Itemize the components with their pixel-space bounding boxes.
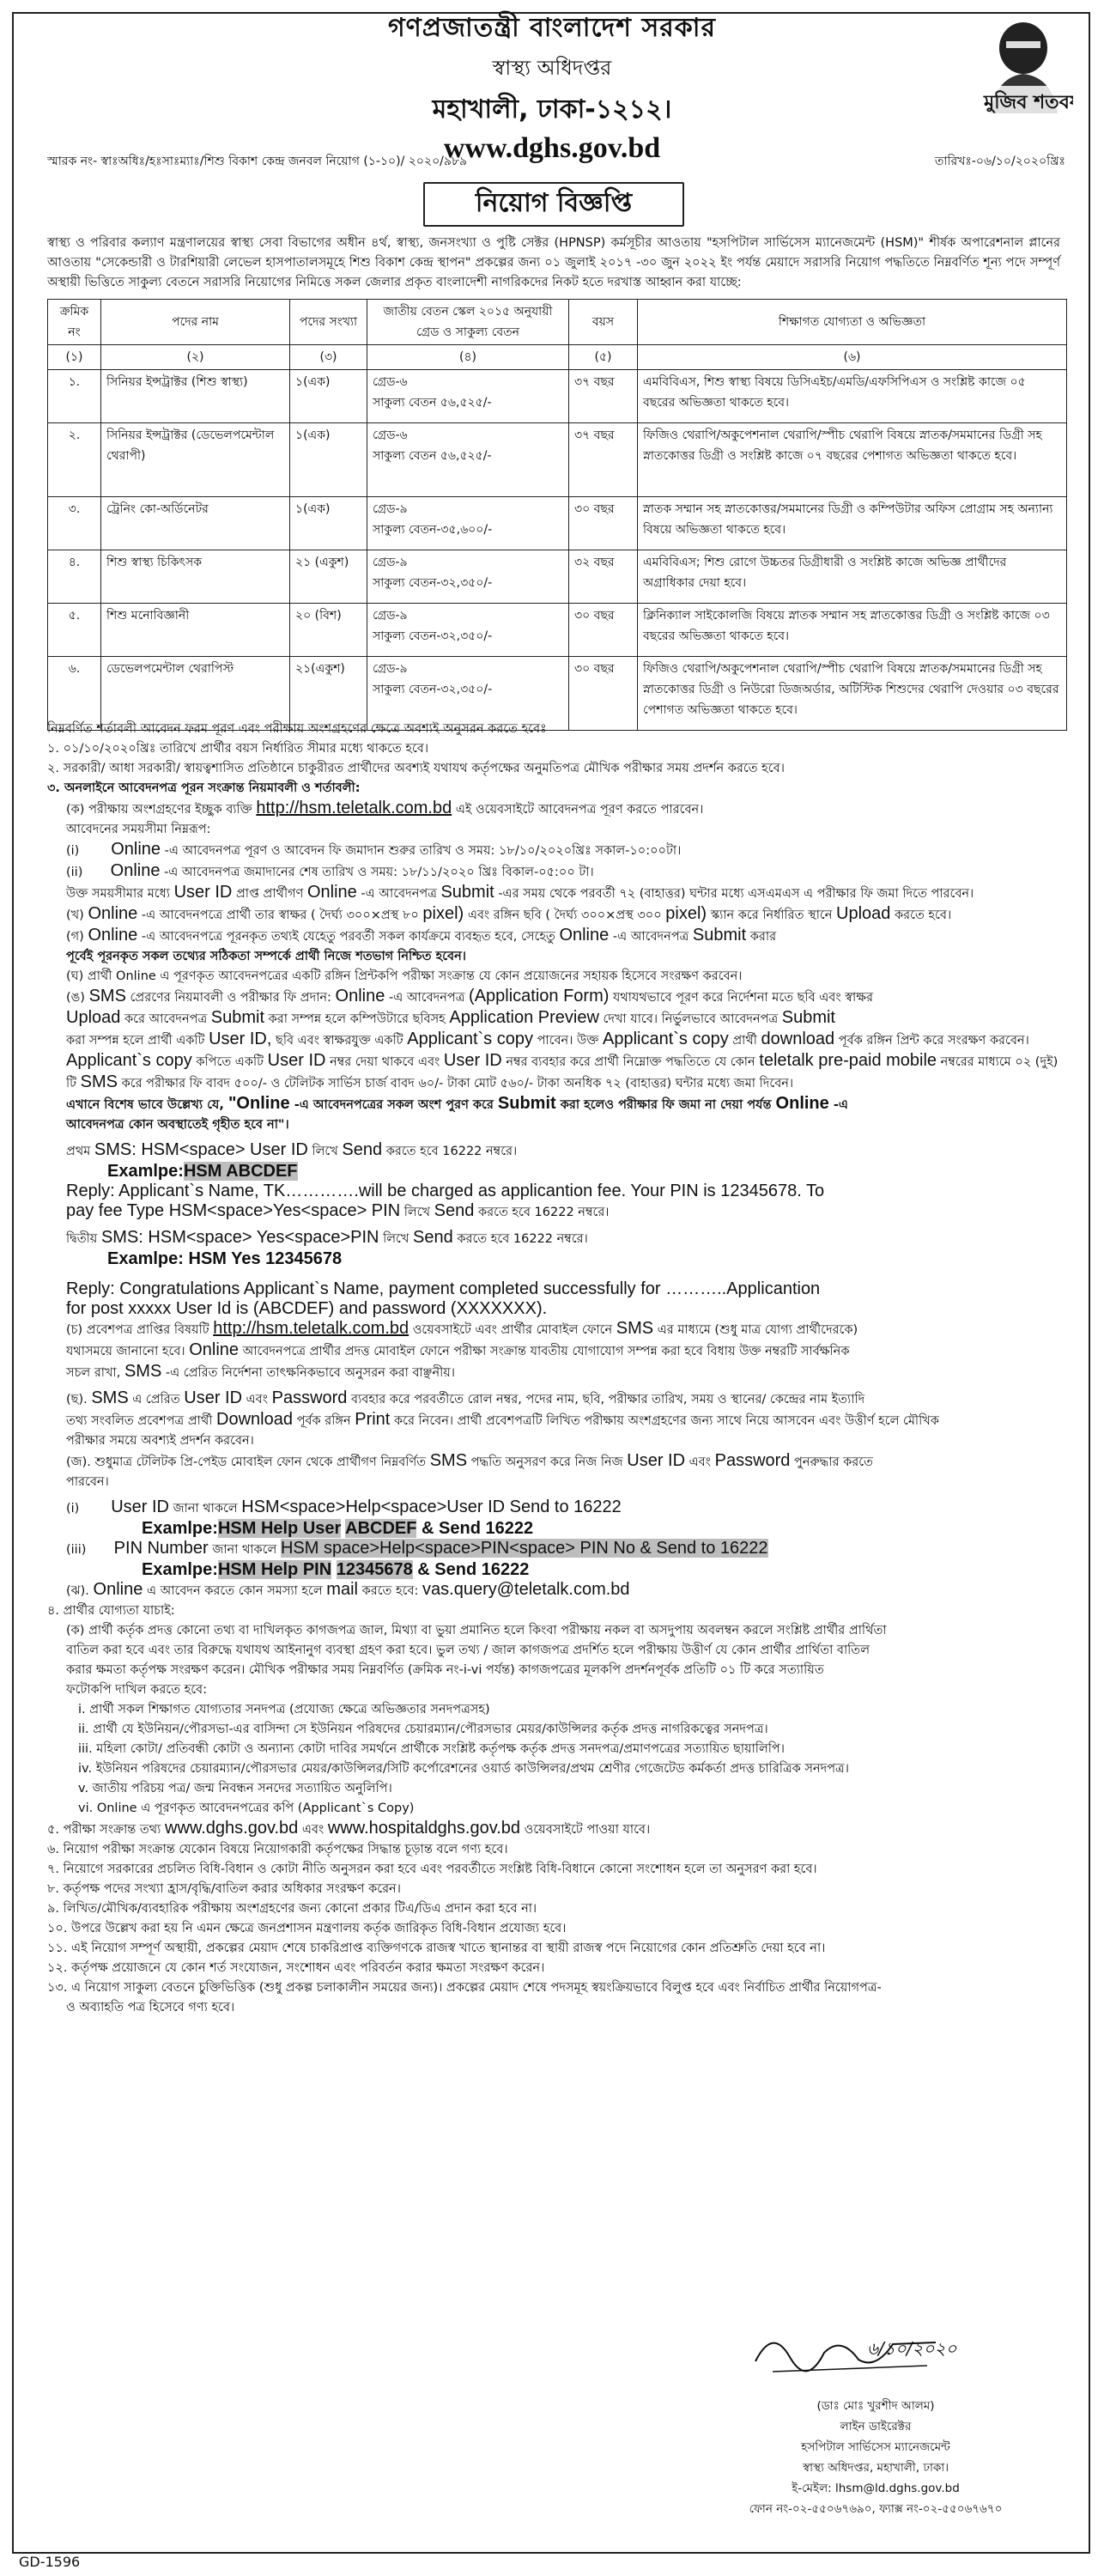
recover-pin-example <box>47 1560 1069 1580</box>
text: লিখে <box>383 1232 409 1246</box>
text: Examlpe: <box>142 1519 218 1538</box>
row-qualification: এমবিবিএস, শিশু স্বাস্থ্য বিষয়ে ডিসিএইচ/এমডি/এফসিপিএস ও সংশ্লিষ্ট কাজে ০৫ বছরের অভিজ্ঞতা থাকতে হবে। <box>638 370 1067 423</box>
text: User ID <box>184 1388 243 1407</box>
text: এবং <box>688 1455 711 1469</box>
condition-3: ৩. অনলাইনে আবেদনপত্র পূরন সংক্রান্ত নিয়মাবলী ও শর্তাবলী: <box>47 781 361 795</box>
text: যথাযথভাবে পূরণ করে নির্দেশনা মতে ছবি এবং স্বাক্ষর <box>613 991 873 1005</box>
row-grade: গ্রেড-৯ <box>373 609 408 623</box>
text: SMS: HSM<space> User ID <box>94 1140 308 1159</box>
signature-date: ৬/১০/২০২০ <box>867 2338 957 2359</box>
text: প্রেরণের নিয়মাবলী ও পরীক্ষার ফি প্রদান: <box>130 991 331 1005</box>
text: Applicant`s copy <box>407 1030 533 1048</box>
text: HSM<space>Help<space>User ID Send to 16222 <box>241 1498 622 1516</box>
row-post: সিনিয়র ইন্সট্রাক্টর (শিশু স্বাস্থ্য) <box>101 370 290 423</box>
text: নম্বর ব্যবহার করে প্রার্থী নিম্নোক্ত পদ্ধতিতে যে কোন <box>506 1055 755 1069</box>
text: Send <box>434 1201 475 1220</box>
doc-list-item: iv. ইউনিয়ন পরিষদের চেয়ারম্যান/পৌরসভার মেয়র/কাউন্সিলর/সিটি কর্পোরেশনের ওয়ার্ড কাউন্সিলর/প্রথম শ্রেণীর গেজেটেড কর্মকর্তা প্রদত্ত চারিত্রিক সনদপত্র। <box>78 1762 849 1776</box>
row-count: ২০ (বিশ) <box>290 604 367 657</box>
text: এবং <box>246 1393 268 1406</box>
notice-title: নিয়োগ বিজ্ঞপ্তি <box>423 182 684 227</box>
text: (গ) <box>66 930 84 944</box>
table-index-row <box>48 345 1067 370</box>
text: 12345678 <box>336 1560 413 1579</box>
text: Online <box>93 1580 143 1599</box>
row-grade-pay <box>367 550 569 604</box>
text: কপিতে একটি <box>196 1055 264 1069</box>
text: Online <box>88 904 138 923</box>
text: -এ আবেদনপত্রের সকল অংশ পুরণ করে <box>294 1098 494 1112</box>
text: ওয়েবসাইটে পাওয়া যাবে। <box>524 1823 651 1837</box>
text: HSM Yes 12345678 <box>188 1249 343 1268</box>
col-index: (১) <box>48 345 101 370</box>
condition-3-chha <box>47 1388 1069 1451</box>
text: Upload <box>66 1008 121 1027</box>
text: Online <box>775 1094 829 1113</box>
row-pay: সাকুল্য বেতন ৫৬,৫২৫/- <box>373 396 492 410</box>
text: যথাসময়ে জানানো হবে। <box>66 1345 185 1358</box>
text: এই ওয়েবসাইটে আবেদনপত্র পূরণ করতে পারবেন। <box>455 803 704 817</box>
row-grade-pay <box>367 497 569 550</box>
text: করা সম্পন্ন হলে প্রার্থী একটি <box>66 1034 205 1048</box>
text: SMS: HSM<space> Yes<space>PIN <box>100 1228 379 1247</box>
text: teletalk pre-paid mobile <box>759 1051 937 1070</box>
text: -এ প্রেরিত নির্দেশনা তাৎক্ষনিকভাবে অনুসরন করা বাঞ্ছনীয়। <box>165 1366 455 1380</box>
text: SMS <box>124 1362 162 1381</box>
text: (চ) প্রবেশপত্র প্রাপ্তির বিষয়টি <box>66 1323 209 1337</box>
text: Online <box>559 926 610 945</box>
row-grade-pay <box>367 604 569 657</box>
condition-3-ga <box>47 926 1069 967</box>
text: পুনরুদ্ধার করতে <box>794 1455 873 1469</box>
table-row <box>48 370 1067 423</box>
sms-second-reply-cont: for post xxxxx User Id is (ABCDEF) and password (XXXXXXX). <box>66 1299 548 1318</box>
text: পারবেন। <box>66 1475 109 1489</box>
text: SMS <box>616 1319 654 1338</box>
directorate: স্বাস্থ্য অধিদপ্তর <box>492 56 612 80</box>
signer-office: স্বাস্থ্য অধিদপ্তর, মহাখালী, ঢাকা। <box>802 2461 949 2475</box>
row-qualification: ফিজিও থেরাপি/অকুপেশনাল থেরাপি/স্পীচ থেরাপি বিষয়ে স্নাতক/সমমানের ডিগ্রী সহ স্নাতকোত্তর ডিগ্রী ও সংশ্লিষ্ট কাজে ০৭ বছরের পেশাগত অভিজ্ঞতা থাকতে হবে। <box>638 423 1067 497</box>
memo-number: স্মারক নং- স্বাঃঅধিঃ/হঃসাঃম্যাঃ/শিশু বিকাশ কেন্দ্র জনবল নিয়োগ (১-১০)/ ২০২০/৯৮৯ <box>47 155 468 168</box>
text: Online <box>306 883 357 902</box>
col-index: (৬) <box>638 345 1067 370</box>
fee-warning <box>47 1094 1069 1135</box>
table-row <box>48 497 1067 550</box>
text: শুধুমাত্র টেলিটক প্রি-পেইড মোবাইল ফোন থেকে প্রার্থীগণ নিম্নবর্ণিত <box>94 1455 427 1469</box>
apply-link[interactable]: http://hsm.teletalk.com.bd <box>256 799 452 817</box>
text: এখানে বিশেষ ভাবে উল্লেখ্য যে, <box>66 1098 224 1112</box>
col-header: পদের সংখ্যা <box>290 300 367 345</box>
row-count: ১(এক) <box>290 370 367 423</box>
text: User ID <box>173 883 233 902</box>
text: -এর সময় থেকে পরবর্তী ৭২ (বাহাত্তর) ঘন্টার মধ্যে এসএমএস এ পরীক্ষার ফি জমা দিতে পারবেন। <box>498 887 974 901</box>
text: দ্বিতীয় <box>66 1232 98 1246</box>
text: পূর্বক রঙ্গিন <box>296 1414 351 1428</box>
text: pixel) <box>422 904 464 923</box>
text: ছবি এবং স্বাক্ষরযুক্ত একটি <box>276 1034 403 1048</box>
timeline-end <box>47 861 1069 883</box>
text: লিখে <box>312 1145 338 1158</box>
text: (Application Form) <box>469 987 610 1005</box>
text: ১৩. এ নিয়োগ সাকুল্য বেতনে চুক্তিভিত্তিক (শুধু প্রকল্প চলাকালীন সময়ের জন্য)। প্রকল্পের মেয়াদ শেষে পদসমূহ স্বয়ংক্রিয়ভাবে বিলুপ্ত হবে এবং নির্বাচিত প্রার্থীর নিয়োগপত্র- <box>47 1981 882 1995</box>
row-post: ডেভেলপমেন্টাল থেরাপিস্ট <box>101 657 290 731</box>
text: -এ আবেদনপত্র জমাদানের শেষ তারিখ ও সময়: ১৮/১১/২০২০ খ্রিঃ বিকাল-০৫:০০ টা। <box>164 866 594 879</box>
signer-dept: হসপিটাল সার্ভিসেস ম্যানেজমেন্ট <box>801 2440 950 2454</box>
text: করতে হবে 16222 নম্বরে। <box>478 1206 610 1219</box>
col-header: শিক্ষাগত যোগ্যতা ও অভিজ্ঞতা <box>638 300 1067 345</box>
col-index: (৪) <box>367 345 569 370</box>
gd-code: GD-1596 <box>19 2554 81 2570</box>
row-serial: ৩. <box>48 497 101 550</box>
table-row <box>48 550 1067 604</box>
text: & Send 16222 <box>417 1560 530 1579</box>
text: করতে হবে 16222 নম্বরে। <box>457 1232 588 1246</box>
text: -এ আবেদনপত্রে পূরনকৃত তথ্যই যেহেতু পরবর্তী সকল কার্যক্রমে ব্যবহৃত হবে, সেহেতু <box>141 930 555 944</box>
row-post: শিশু মনোবিজ্ঞানী <box>101 604 290 657</box>
row-grade: গ্রেড-৬ <box>373 428 408 442</box>
text: আবেদনপত্রে প্রার্থীর প্রদত্ত মোবাইল ফোনে পরীক্ষা সংক্রান্ত যাবতীয় যোগাযোগ সম্পন্ন করা হবে বিধায় উক্ত নম্বরটি সার্বক্ষনিক <box>242 1345 850 1358</box>
text: Applicant`s copy <box>602 1030 729 1048</box>
row-pay: সাকুল্য বেতন-৩৫,৬০০/- <box>373 523 493 537</box>
text: করা সম্পন্ন হলে কম্পিউটারে ছবিসহ <box>268 1012 446 1026</box>
sms-first-example <box>47 1162 1069 1182</box>
condition-3-cha <box>47 1319 1069 1383</box>
text: এ আবেদন করতে কোন সমস্যা হলে <box>146 1584 323 1598</box>
row-age: ৩০ বছর <box>569 604 638 657</box>
text: pixel) <box>665 904 707 923</box>
condition-6: ৬. নিয়োগ পরীক্ষা সংক্রান্ত যেকোন বিষয়ে নিয়োগকারী কর্তৃপক্ষের সিদ্ধান্ত চূড়ান্ত বলে গণ্য হবে। <box>47 1843 508 1856</box>
text: ABCDEF <box>345 1519 417 1538</box>
text: করার ক্ষমতা কর্তৃপক্ষ সংরক্ষণ করেন। মৌখিক পরীক্ষার সময় নিম্নবর্ণিত (ক্রমিক নং-i-vi পর্যন্ত) কাগজপত্রের মূলকপি প্রদর্শনপূর্বক প্রতিটি ০১ টি করে সত্যায়িত <box>66 1663 824 1677</box>
text: এ প্রেরিত <box>132 1393 180 1406</box>
text: Send <box>342 1140 383 1159</box>
text: ৫. পরীক্ষা সংক্রান্ত তথ্য <box>47 1823 161 1837</box>
text: Examlpe: <box>142 1560 218 1579</box>
text: (i) <box>66 1502 80 1516</box>
sms-first <box>47 1140 1069 1162</box>
mujib-borsho-logo <box>970 17 1073 129</box>
website: www.dghs.gov.bd <box>443 132 661 164</box>
doc-list-item: vi. Online এ পূরণকৃত আবেদনপত্রের কপি (Applicant`s Copy) <box>78 1801 415 1815</box>
signer-role: লাইন ডাইরেক্টর <box>840 2420 912 2433</box>
text: আবেদনপত্র কোন অবস্থাতেই গৃহীত হবে না"। <box>66 1118 289 1132</box>
text: নম্বর দেয়া থাকবে এবং <box>330 1055 440 1069</box>
col-header: বয়স <box>569 300 638 345</box>
text: জানা থাকলে <box>173 1502 238 1516</box>
table-header-row <box>48 300 1067 345</box>
text: HSM Help PIN <box>217 1560 332 1579</box>
text: HSM ABCDEF <box>183 1162 298 1181</box>
text: User ID <box>443 1051 502 1070</box>
text: Online <box>189 1340 240 1359</box>
text: HSM space>Help<space>PIN<space> PIN No & Send to 16222 <box>280 1539 768 1558</box>
condition-3-kha <box>47 904 1069 926</box>
row-grade: গ্রেড-৯ <box>373 502 408 516</box>
text: প্রাপ্ত প্রার্থীগণ <box>235 887 304 901</box>
row-pay: সাকুল্য বেতন-৩২,৩৫০/- <box>373 576 493 590</box>
signer-block <box>704 2396 1047 2519</box>
text: এর মাধ্যমে (শুধু মাত্র যোগ্য প্রার্থীদেরকে) <box>657 1323 858 1337</box>
hospital-website-link[interactable]: www.hospitaldghs.gov.bd <box>327 1819 521 1838</box>
sms-second <box>47 1228 1069 1249</box>
text: করে আবেদনপত্র <box>124 1012 208 1026</box>
text: -এ আবেদনপত্র <box>612 930 689 944</box>
text: (ক) পরীক্ষায় অংশগ্রহণের ইচ্ছুক ব্যক্তি <box>66 803 252 817</box>
text: Application Preview <box>449 1008 599 1027</box>
condition-10: ১০. উপরে উল্লেখ করা হয় নি এমন ক্ষেত্রে জনপ্রশাসন মন্ত্রণালয় কর্তৃক জারিকৃত বিধি-বিধান প্রযোজ্য হবে। <box>47 1922 567 1935</box>
text: (ঙ) <box>66 991 85 1005</box>
text: পরীক্ষার সময়ে অবশ্যই প্রদর্শন করবেন। <box>66 1434 254 1448</box>
text: পূর্বেই পূরনকৃত সকল তথ্যের সঠিকতা সম্পর্কে প্রার্থী নিজে শতভাগ নিশ্চিত হবেন। <box>66 950 466 963</box>
condition-13 <box>47 1978 1069 2018</box>
text: পাবেন। উক্ত <box>537 1034 599 1048</box>
text: ও অব্যাহতি পত্র হিসেবে গণ্য হবে। <box>66 2001 235 2014</box>
text: দেখা যাবে। নির্ভুলভাবে আবেদনপত্র <box>603 1012 779 1026</box>
text: তথ্য সংবলিত প্রবেশপত্র প্রার্থী <box>66 1414 213 1428</box>
text: pay fee Type HSM<space>Yes<space> PIN <box>66 1201 401 1220</box>
condition-3-uma <box>47 987 1069 1094</box>
text: প্রার্থী <box>732 1034 757 1048</box>
text: ব্যবহার করে পরবর্তীতে রোল নম্বর, পদের নাম, ছবি, পরীক্ষার তারিখ, সময় ও স্থানের/ কেন্দ্রের নাম ইত্যাদি <box>351 1393 865 1406</box>
col-index: (২) <box>101 345 290 370</box>
text: Submit <box>781 1008 835 1027</box>
table-row <box>48 604 1067 657</box>
text: নম্বরের মাধ্যমে ০২ (দুই) টি <box>66 1055 1059 1091</box>
row-qualification: এমবিবিএস; শিশু রোগে উচ্চতর ডিগ্রীধারী ও সংশ্লিষ্ট কাজে অভিজ্ঞ প্রার্থীদের অগ্রাধিকার দেয়া হবে। <box>638 550 1067 604</box>
text: (i) <box>66 844 80 858</box>
text: (ii) <box>66 866 83 879</box>
text: স্ক্যান করে নির্ধারিত স্থানে <box>710 908 833 922</box>
text: উক্ত সময়সীমার মধ্যে <box>66 887 170 901</box>
text: লিখে <box>403 1206 431 1219</box>
row-age: ৩৭ বছর <box>569 370 638 423</box>
admit-card-link[interactable]: http://hsm.teletalk.com.bd <box>213 1319 409 1338</box>
text: (ছ). <box>66 1393 88 1406</box>
signer-name: (ডাঃ মোঃ খুরশীদ আলম) <box>816 2399 935 2413</box>
text: Password <box>271 1388 348 1407</box>
row-post: শিশু স্বাস্থ্য চিকিৎসক <box>101 550 290 604</box>
address: মহাখালী, ঢাকা-১২১২। <box>432 94 672 125</box>
text: পূর্বক রঙ্গিন প্রিন্ট করে সংরক্ষণ করবেন। <box>838 1034 1029 1048</box>
text: Submit <box>210 1008 264 1027</box>
text: করা হলেও পরীক্ষার ফি জমা না দেয়া পর্যন্ত <box>560 1098 772 1112</box>
text: (খ) <box>66 908 84 922</box>
text: SMS <box>80 1072 118 1091</box>
condition-12: ১২. কর্তৃপক্ষ প্রয়োজনে যে কোন শর্ত সংযোজন, সংশোধন এবং পরিবর্তন করার ক্ষমতা সংরক্ষণ করেন। <box>47 1961 545 1975</box>
row-age: ৩২ বছর <box>569 550 638 604</box>
text: "Online <box>227 1094 290 1113</box>
recover-pin <box>47 1539 1069 1560</box>
text: User ID <box>111 1498 170 1516</box>
text: User ID <box>627 1451 686 1470</box>
text: করার <box>749 930 777 944</box>
row-qualification: স্নাতক সম্মান সহ স্নাতকোত্তর/সমমানের ডিগ্রী ও কম্পিউটার অফিস প্রোগ্রাম সহ অন্যান্য বিষয়ে অভিজ্ঞতা থাকতে হবে। <box>638 497 1067 550</box>
text: User ID, <box>209 1030 272 1048</box>
sms-second-example <box>47 1249 1069 1269</box>
row-pay: সাকুল্য বেতন-৩২,৩৫০/- <box>373 683 493 696</box>
timeline-heading: আবেদনের সময়সীমা নিম্নরূপ: <box>66 823 211 836</box>
text: Send <box>413 1228 453 1247</box>
row-age: ৩০ বছর <box>569 497 638 550</box>
text: করতে হবে। <box>895 908 952 922</box>
text: Online <box>335 987 385 1005</box>
condition-1: ১. ০১/১০/২০২০খ্রিঃ তারিখে প্রার্থীর বয়স নির্ধারিত সীমার মধ্যে থাকতে হবে। <box>47 742 429 756</box>
text: Submit <box>497 1094 556 1113</box>
text: করে নিবেন। প্রার্থী প্রবেশপত্রটি লিখিত পরীক্ষায় অংশগ্রহণের জন্য সাথে নিয়ে আসবেন এবং উত্তীর্ণ হলে মৌখিক <box>393 1414 939 1428</box>
text: Print <box>355 1410 391 1429</box>
row-grade: গ্রেড-৯ <box>373 556 408 569</box>
text: & Send 16222 <box>422 1519 534 1538</box>
text: -এ আবেদনপত্রে প্রার্থী তার স্বাক্ষর ( দৈর্ঘ্য ৩০০×প্রস্থ ৮০ <box>141 908 419 922</box>
text: (iii) <box>66 1543 87 1557</box>
signer-phone: ফোন নং-০২-৫৫০৬৭৬৯০, ফ্যাক্স নং-০২-৫৫০৬৭৬৭০ <box>749 2502 1003 2516</box>
govt-title: গণপ্রজাতন্ত্রী বাংলাদেশ সরকার <box>388 13 716 43</box>
text: করতে হবে: <box>361 1584 419 1598</box>
condition-4-ka <box>47 1621 1069 1700</box>
row-grade: গ্রেড-৬ <box>373 375 408 389</box>
row-qualification: ফিজিও থেরাপি/অকুপেশনাল থেরাপি/স্পীচ থেরাপি বিষয়ে স্নাতক/সমমানের ডিগ্রী সহ স্নাতকোত্তর ডিগ্রী ও নিউরো ডিজঅর্ডার, অটিস্টিক শিশুদের থেরাপি দেওয়ার ০৩ বছরের পেশাগত অভিজ্ঞতা থাকতে হবে। <box>638 657 1067 731</box>
col-index: (৩) <box>290 345 367 370</box>
conditions-body <box>47 720 1069 2018</box>
text: SMS <box>429 1451 468 1470</box>
condition-11: ১১. এই নিয়োগ সম্পূর্ণ অস্থায়ী, প্রকল্পের মেয়াদ শেষে চাকরিপ্রাপ্ত ব্যক্তিগণকে রাজস্ব খাতে স্থানান্তর বা স্থায়ী রাজস্ব পদে নিয়োগের কোন প্রতিশ্রুতি দেয়া হবে না। <box>47 1941 826 1955</box>
text: এবং রঙ্গিন ছবি ( দৈর্ঘ্য ৩০০×প্রস্থ ৩০০ <box>467 908 662 922</box>
text: Examlpe: <box>107 1162 184 1181</box>
logo-text: মুজিব শতবর্ষ <box>984 92 1073 113</box>
condition-3-ka <box>47 799 1069 820</box>
row-post: সিনিয়র ইন্সট্রাক্টর (ডেভেলপমেন্টাল থেরাপী) <box>101 423 290 497</box>
text: (ক) প্রার্থী কর্তৃক প্রদত্ত কোনো তথ্য বা দাখিলকৃত কাগজপত্র জাল, মিথ্যা বা ভুয়া প্রমানিত হলে কিংবা পরীক্ষায় নকল বা অসদুপায় অবলম্বন করলে সংশ্লিষ্ট প্রার্থীর প্রার্থিতা <box>66 1624 887 1637</box>
fee-deadline-note <box>47 883 1069 904</box>
row-serial: ৬. <box>48 657 101 731</box>
text: ফটোকপি দাখিল করতে হবে: <box>66 1683 208 1697</box>
row-grade: গ্রেড-৯ <box>373 662 408 676</box>
row-count: ১(এক) <box>290 423 367 497</box>
text: Password <box>714 1451 791 1470</box>
text: সচল রাখা, <box>66 1366 121 1380</box>
doc-list-item: ii. প্রার্থী যে ইউনিয়ন/পৌরসভা-এর বাসিন্দা সে ইউনিয়ন পরিষদের চেয়ারম্যান/পৌরসভার মেয়র/কাউন্সিলর কর্তৃক প্রদত্ত নাগরিকত্বের সনদপত্র। <box>78 1722 768 1736</box>
intro-paragraph: স্বাস্থ্য ও পরিবার কল্যাণ মন্ত্রণালয়ের স্বাস্থ্য সেবা বিভাগের অধীন ৪র্থ, স্বাস্থ্য, জনসংখ্যা ও পুষ্টি সেক্টর (HPNSP) কর্মসূচীর আওতায় "হসপিটাল সার্ভিসেস ম্যানেজমেন্ট (HSM)" শীর্ষক অপারেশনাল প্লানের আওতায় "সেকেন্ডারী ও টারশিয়ারী লেভেল হাসপাতালসমূহে শিশু বিকাশ কেন্দ্র স্থাপন" প্রকল্পের জন্য ০১ জুলাই ২০১৭ -৩০ জুন ২০২২ ইং পর্যন্ত মেয়াদে সরাসরি নিয়োগ পদ্ধতিতে নিম্নবর্ণিত শূন্য পদে সম্পূর্ণ অস্থায়ী ভিত্তিতে সাকুল্য বেতনে সরাসরি নিয়োগের নিমিত্তে সকল জেলার প্রকৃত বাংলাদেশী নাগরিকদের নিকট হতে দরখাস্ত আহ্বান করা যাচ্ছে: <box>47 236 1060 289</box>
dghs-website-link[interactable]: www.dghs.gov.bd <box>165 1819 299 1838</box>
doc-list-item: i. প্রার্থী সকল শিক্ষাগত যোগ্যতার সনদপত্র (প্রযোজ্য ক্ষেত্রে অভিজ্ঞতার সনদপত্রসহ) <box>78 1703 490 1716</box>
text: -এ আবেদনপত্র <box>388 991 465 1005</box>
sms-first-reply-cont <box>47 1201 1069 1223</box>
table-row <box>48 423 1067 497</box>
signer-email: ই-মেইল: lhsm@ld.dghs.gov.bd <box>792 2482 960 2495</box>
doc-list-item: v. জাতীয় পরিচয় পত্র/ জন্ম নিবন্ধন সনদের সত্যায়িত অনুলিপি। <box>78 1782 392 1795</box>
doc-list-item: iii. মহিলা কোটা/ প্রতিবন্ধী কোটা ও অন্যান্য কোটা দাবির সমর্থনে প্রার্থীকে সংশ্লিষ্ট কর্তৃপক্ষ কর্তৃক প্রদত্ত সনদপত্র/প্রমাণপত্রের সত্যায়িত ছায়ালিপি। <box>78 1742 785 1756</box>
col-header: পদের নাম <box>101 300 290 345</box>
condition-4: ৪. প্রার্থীর যোগ্যতা যাচাই: <box>47 1604 175 1618</box>
conditions-intro: নিম্নবর্ণিত শর্তাবলী আবেদন ফরম পূরণ এবং পরীক্ষায় অংশগ্রহণের ক্ষেত্রে অবশ্যই অনুসরন করতে হবেঃ <box>47 722 547 736</box>
sms-second-reply: Reply: Congratulations Applicant`s Name, payment completed successfully for ………..Applicantion <box>66 1279 821 1298</box>
text: Download <box>216 1410 293 1429</box>
text: PIN Number <box>113 1539 209 1558</box>
col-index: (৫) <box>569 345 638 370</box>
condition-7: ৭. নিয়োগে সরকারের প্রচলিত বিধি-বিধান ও কোটা নীতি অনুসরন করা হবে এবং পরবর্তীতে সংশ্লিষ্ট বিধি-বিধানে কোনো সংশোধন হলে তা অনুসরণ করা হবে। <box>47 1862 817 1876</box>
row-serial: ২. <box>48 423 101 497</box>
row-serial: ৪. <box>48 550 101 604</box>
row-serial: ১. <box>48 370 101 423</box>
notice-date: তারিখঃ-০৬/১০/২০২০খ্রিঃ <box>934 155 1065 168</box>
row-count: ১(এক) <box>290 497 367 550</box>
text: Online <box>88 926 138 945</box>
text: Submit <box>692 926 747 945</box>
col-header: ক্রমিক নং <box>48 300 101 345</box>
row-grade-pay <box>367 370 569 423</box>
text: mail <box>326 1580 358 1599</box>
text: -এ <box>833 1098 848 1112</box>
text: করতে হবে 16222 নম্বরে। <box>385 1145 518 1158</box>
recover-user-id <box>47 1498 1069 1519</box>
signature <box>738 2318 961 2387</box>
text: প্রথম <box>66 1145 91 1158</box>
posts-table <box>47 299 1067 731</box>
row-grade-pay <box>367 423 569 497</box>
col-header: জাতীয় বেতন স্কেল ২০১৫ অনুযায়ী গ্রেড ও সাকুল্য বেতন <box>367 300 569 345</box>
condition-3-gha: (ঘ) প্রার্থী Online এ পূরণকৃত আবেদনপত্রের একটি রঙ্গিন প্রিন্টকপি পরীক্ষা সংক্রান্ত যে কোন প্রয়োজনের সহায়ক হিসেবে সংরক্ষণ করবেন। <box>66 969 743 983</box>
text: Online <box>111 840 161 859</box>
row-count: ২১(একুশ) <box>290 657 367 731</box>
condition-8: ৮. কর্তৃপক্ষ পদের সংখ্যা হ্রাস/বৃদ্ধি/বাতিল করার অধিকার সংরক্ষণ করেন। <box>47 1882 401 1896</box>
row-age: ৩০ বছর <box>569 657 638 731</box>
text: Examlpe: <box>107 1249 184 1268</box>
timeline-start <box>47 840 1069 861</box>
condition-9: ৯. লিখিত/মৌখিক/ব্যবহারিক পরীক্ষায় অংশগ্রহণের জন্য কোনো প্রকার টিএ/ডিএ প্রদান করা হবে না। <box>47 1902 537 1916</box>
text: download <box>761 1030 835 1048</box>
condition-5 <box>47 1819 1069 1840</box>
text: -এ আবেদনপত্র <box>361 887 437 901</box>
row-serial: ৫. <box>48 604 101 657</box>
text: Online <box>110 861 161 880</box>
row-age: ৩৭ বছর <box>569 423 638 497</box>
text: -এ আবেদনপত্র পূরণ ও আবেদন ফি জমাদান শুরুর তারিখ ও সময়: ১৮/১০/২০২০খ্রিঃ সকাল-১০:০০টা। <box>164 844 682 858</box>
row-pay: সাকুল্য বেতন-৩২,৩৫০/- <box>373 629 493 643</box>
text: Submit <box>440 883 494 902</box>
header <box>0 7 1104 165</box>
row-qualification: ক্লিনিক্যাল সাইকোলজি বিষয়ে স্নাতক সম্মান সহ স্নাতকোত্তর ডিগ্রী ও সংশ্লিষ্ট কাজে ০৩ বছরের অভিজ্ঞতা থাকতে হবে। <box>638 604 1067 657</box>
row-count: ২১ (একুশ) <box>290 550 367 604</box>
sms-first-reply: Reply: Applicant`s Name, TK………….will be charged as applicantion fee. Your PIN is 12345678. To <box>66 1182 825 1200</box>
condition-3-ja <box>47 1451 1069 1492</box>
text: Upload <box>836 904 891 923</box>
condition-2: ২. সরকারী/ আধা সরকারী/ স্বায়ত্বশাসিত প্রতিষ্ঠানে চাকুরীরত প্রার্থীদের অবশ্যই যথাযথ কর্তৃপক্ষের অনুমতিপত্র মৌখিক পরীক্ষার সময় প্রদর্শন করতে হবে। <box>47 762 785 775</box>
text: SMS <box>91 1388 129 1407</box>
text: জানা থাকলে <box>212 1543 277 1557</box>
text: User ID <box>267 1051 326 1070</box>
text: (জ). <box>66 1455 91 1469</box>
row-post: ট্রেনিং কো-অর্ডিনেটর <box>101 497 290 550</box>
support-email-link[interactable]: vas.query@teletalk.com.bd <box>422 1580 630 1599</box>
text: Applicant`s copy <box>66 1051 192 1070</box>
text: ওয়েবসাইটে এবং প্রার্থীর মোবাইল ফোনে <box>412 1323 613 1337</box>
text: SMS <box>88 987 126 1005</box>
text: এবং <box>301 1823 325 1837</box>
condition-3-jha <box>47 1580 1069 1601</box>
text: বাতিল করা হবে এবং তার বিরুদ্ধে যথাযথ আইনানুগ ব্যবস্থা গ্রহণ করা হবে। ভুল তথ্য / জাল কাগজপত্র প্রদর্শিত হলে পরীক্ষায় উত্তীর্ণ যে কোন প্রার্থীর প্রার্থিতা বাতিল <box>66 1643 870 1657</box>
text: (ঝ). <box>66 1584 89 1598</box>
row-pay: সাকুল্য বেতন ৫৬,৫২৫/- <box>373 449 492 463</box>
text: পদ্ধতি অনুসরণ করে নিজ নিজ <box>470 1455 623 1469</box>
text: HSM Help User <box>217 1519 342 1538</box>
recover-user-id-example <box>47 1519 1069 1539</box>
text: করে পরীক্ষার ফি বাবদ ৫০০/- ও টেলিটক সার্ভিস চার্জ বাবদ ৬০/- টাকা মোট ৫৬০/- টাকা অনধিক ৭২ (বাহাত্তর) ঘন্টার মধ্যে জমা দিবেন। <box>121 1077 794 1091</box>
